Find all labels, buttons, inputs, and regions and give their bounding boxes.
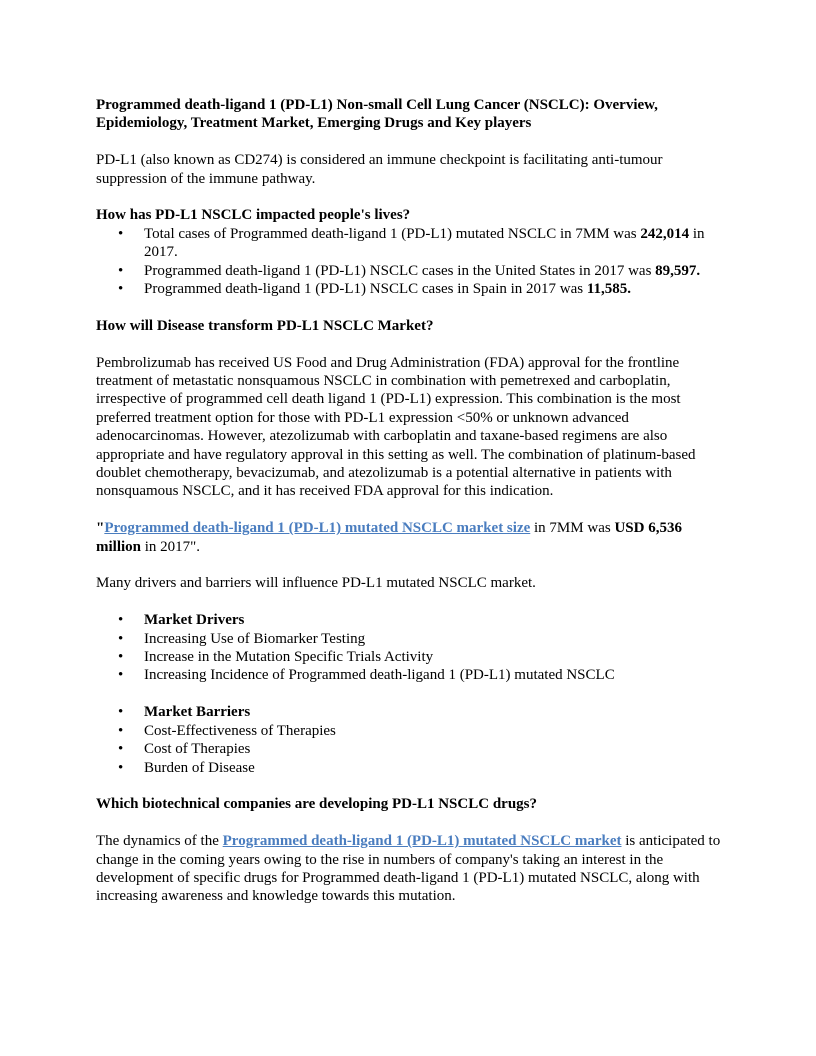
list-item: • Cost-Effectiveness of Therapies <box>96 722 726 740</box>
list-heading-drivers: • Market Drivers <box>96 611 726 629</box>
list-item: • Programmed death-ligand 1 (PD-L1) NSCLC cases in the United States in 2017 was 89,597. <box>96 262 726 280</box>
market-paragraph: Pembrolizumab has received US Food and Drug Administration (FDA) approval for the frontline treatment of metastatic nonsquamous NSCLC in combination with pemetrexed and carboplatin, irrespective of programmed cell death ligand 1 (PD-L1) expression. This combination is the most preferred treatment option for those with PD-L1 expression <50% or unknown advanced adenocarcinomas. However, atezolizumab with carboplatin and taxane-based regimens are also appropriate and have regulatory approval in this setting as well. The combination of platinum-based doublet chemotherapy, bevacizumab, and atezolizumab is a potential alternative in patients with nonsquamous NSCLC, and it has received FDA approval for this indication. <box>96 354 696 500</box>
list-item: • Increasing Use of Biomarker Testing <box>96 630 726 648</box>
list-item: • Cost of Therapies <box>96 740 726 758</box>
section-heading-impact: How has PD-L1 NSCLC impacted people's lives? <box>96 207 411 224</box>
list-item: • Burden of Disease <box>96 759 726 777</box>
barriers-list <box>96 703 726 777</box>
list-item: • Increasing Incidence of Programmed death-ligand 1 (PD-L1) mutated NSCLC <box>96 666 726 684</box>
companies-paragraph: The dynamics of the Programmed death-ligand 1 (PD-L1) mutated NSCLC market is anticipated to change in the coming years owing to the rise in numbers of company's taking an interest in the development of specific drugs for Programmed death-ligand 1 (PD-L1) mutated NSCLC, along with increasing awareness and knowledge towards this mutation. <box>96 833 721 905</box>
drivers-list <box>96 611 726 685</box>
section-heading-market: How will Disease transform PD-L1 NSCLC Market? <box>96 317 434 334</box>
list-item: • Programmed death-ligand 1 (PD-L1) NSCLC cases in Spain in 2017 was 11,585. <box>96 280 726 298</box>
market-size-link[interactable]: Programmed death-ligand 1 (PD-L1) mutated NSCLC market size <box>104 520 531 537</box>
intro-paragraph: PD-L1 (also known as CD274) is considered an immune checkpoint is facilitating anti-tumour suppression of the immune pathway. <box>96 152 663 187</box>
document-title: Programmed death-ligand 1 (PD-L1) Non-small Cell Lung Cancer (NSCLC): Overview, Epidemiology, Treatment Market, Emerging Drugs and Key players <box>96 97 658 132</box>
market-size-quote: "Programmed death-ligand 1 (PD-L1) mutated NSCLC market size in 7MM was USD 6,536 million in 2017". <box>96 520 682 555</box>
section-heading-companies: Which biotechnical companies are developing PD-L1 NSCLC drugs? <box>96 796 537 813</box>
list-item: • Total cases of Programmed death-ligand 1 (PD-L1) mutated NSCLC in 7MM was 242,014 in 2017. <box>96 225 726 262</box>
drivers-intro: Many drivers and barriers will influence PD-L1 mutated NSCLC market. <box>96 575 536 592</box>
document-page <box>96 96 726 906</box>
market-link[interactable]: Programmed death-ligand 1 (PD-L1) mutated NSCLC market <box>222 833 622 850</box>
list-heading-barriers: • Market Barriers <box>96 703 726 721</box>
list-item: • Increase in the Mutation Specific Trials Activity <box>96 648 726 666</box>
impact-list <box>96 225 726 299</box>
